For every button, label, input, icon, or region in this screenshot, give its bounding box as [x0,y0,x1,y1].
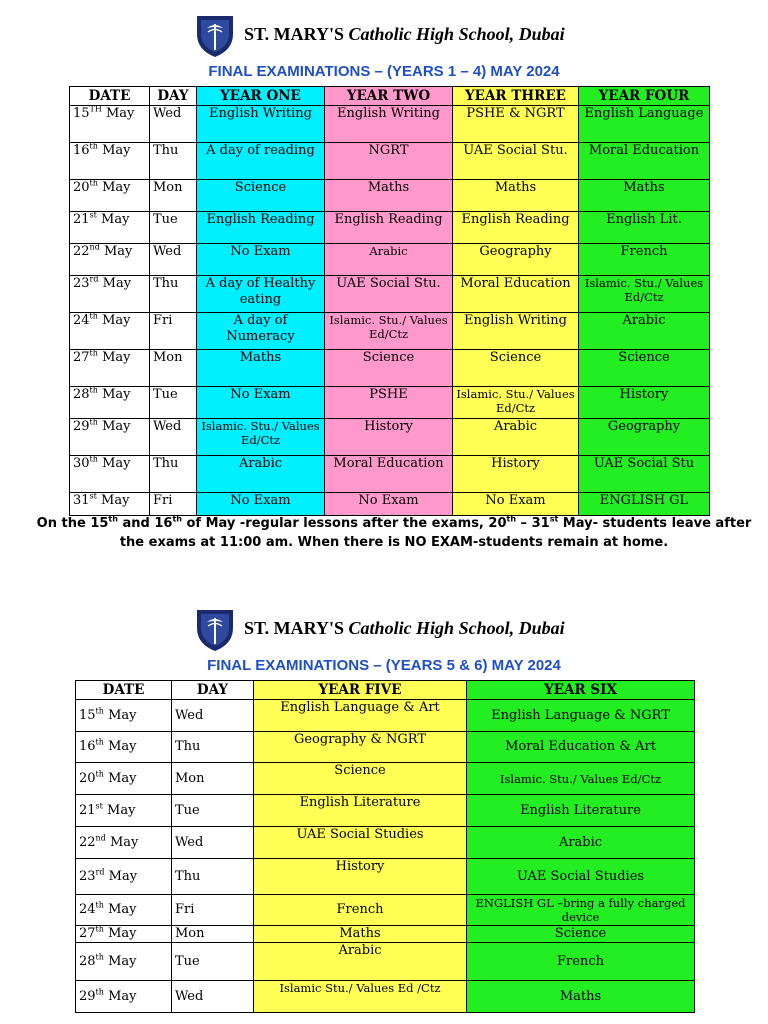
exam-timetable-years-5-6 [75,680,695,1013]
date-month: May [108,902,137,917]
day-cell: Thu [150,276,197,313]
note-text: On the 15 [36,516,109,531]
table-row [70,212,710,244]
date-suffix: th [89,349,98,358]
year-five-cell: History [254,859,467,895]
year-two-cell: UAE Social Stu. [325,276,453,313]
note-text: – 31 [516,516,550,531]
date-month: May [109,834,139,850]
year-six-cell: English Language & NGRT [467,700,695,732]
year-four-cell: ENGLISH GL [579,493,710,516]
header-day: DAY [150,87,197,106]
year-one-cell: Islamic. Stu./ Values Ed/Ctz [197,419,325,456]
date-cell [76,732,172,763]
year-one-cell: Arabic [197,456,325,493]
header-year-five: YEAR FIVE [254,681,467,700]
date-day: 23 [73,276,90,291]
school-name-bold: ST. MARY'S [244,618,345,638]
date-suffix: st [95,801,103,811]
day-cell: Thu [150,143,197,180]
date-day: 31 [73,493,90,508]
table-row [76,943,695,981]
date-suffix: th [95,900,104,910]
note-text: and 16 [117,516,173,531]
date-cell [76,895,172,926]
table-row [76,859,695,895]
year-two-cell: Maths [325,180,453,212]
day-cell: Wed [150,419,197,456]
date-month: May [102,313,131,328]
day-cell: Thu [150,456,197,493]
date-suffix: th [95,952,104,962]
header-day: DAY [172,681,254,700]
year-one-cell: A day of reading [197,143,325,180]
year-three-cell: Islamic. Stu./ Values Ed/Ctz [453,387,579,419]
date-cell [76,827,172,859]
year-five-cell: Science [254,763,467,795]
year-four-cell: Geography [579,419,710,456]
day-cell: Fri [150,493,197,516]
date-suffix: th [89,179,98,188]
day-cell: Tue [150,387,197,419]
date-cell [70,387,150,419]
school-name [244,618,565,639]
year-four-cell: History [579,387,710,419]
year-one-cell: English Writing [197,106,325,143]
date-month: May [102,143,131,158]
school-crest-icon [195,608,235,652]
year-one-cell: No Exam [197,244,325,276]
year-one-cell: A day of Healthy eating [197,276,325,313]
date-suffix: th [95,925,104,934]
year-one-cell: No Exam [197,387,325,419]
table-row [70,419,710,456]
year-three-cell: English Writing [453,313,579,350]
year-two-cell: Islamic. Stu./ Values Ed/Ctz [325,313,453,350]
exam-title-years-5-6: FINAL EXAMINATIONS – (YEARS 5 & 6) MAY 2024 [207,657,561,674]
date-cell [76,981,172,1013]
year-three-cell: No Exam [453,493,579,516]
day-cell: Mon [150,180,197,212]
date-day: 15 [79,707,96,723]
date-day: 21 [79,802,96,818]
day-cell: Wed [172,981,254,1013]
year-five-cell: French [254,895,467,926]
date-cell [70,313,150,350]
year-four-cell: Arabic [579,313,710,350]
date-cell [70,212,150,244]
exam-note [30,514,758,552]
date-day: 28 [79,953,96,969]
year-six-cell: English Literature [467,795,695,827]
date-day: 23 [79,868,96,884]
date-month: May [108,988,137,1004]
table-row [76,926,695,943]
date-month: May [108,707,137,723]
date-suffix: st [89,211,97,220]
table-row [76,763,695,795]
date-month: May [102,419,131,434]
date-suffix: th [89,418,98,427]
day-cell: Mon [150,350,197,387]
date-month: May [101,212,130,227]
table-row [70,493,710,516]
year-three-cell: PSHE & NGRT [453,106,579,143]
year-three-cell: Geography [453,244,579,276]
exam-title-years-1-4: FINAL EXAMINATIONS – (YEARS 1 – 4) MAY 2024 [208,63,560,80]
year-four-cell: Maths [579,180,710,212]
date-cell [70,276,150,313]
date-day: 24 [73,313,90,328]
year-two-cell: English Reading [325,212,453,244]
date-month: May [108,868,138,884]
date-cell [76,859,172,895]
year-three-cell: UAE Social Stu. [453,143,579,180]
year-six-cell: ENGLISH GL –bring a fully charged device [467,895,695,926]
date-cell [70,143,150,180]
date-month: May [102,276,132,291]
year-three-cell: History [453,456,579,493]
date-month: May [101,493,130,508]
year-three-cell: Arabic [453,419,579,456]
note-sup: th [506,514,517,524]
header-date: DATE [70,87,150,106]
school-name-italic: Catholic High School, Dubai [348,24,565,44]
date-day: 20 [73,180,90,195]
year-two-cell: PSHE [325,387,453,419]
date-month: May [108,770,137,786]
date-month: May [102,350,131,365]
date-cell [76,763,172,795]
table-row [70,387,710,419]
date-cell [76,795,172,827]
school-name [244,24,565,45]
table-row [70,143,710,180]
date-cell [70,456,150,493]
date-cell [70,244,150,276]
year-two-cell: Science [325,350,453,387]
table-row [70,180,710,212]
date-month: May [102,456,131,471]
year-four-cell: Moral Education [579,143,710,180]
date-cell [70,419,150,456]
date-day: 29 [73,419,90,434]
day-cell: Wed [150,244,197,276]
day-cell: Fri [172,895,254,926]
school-name-bold: ST. MARY'S [244,24,345,44]
school-header-1 [0,14,768,60]
date-day: 20 [79,770,96,786]
year-two-cell: NGRT [325,143,453,180]
table-row [70,106,710,143]
date-suffix: rd [95,867,105,877]
date-day: 29 [79,988,96,1004]
year-six-cell: Arabic [467,827,695,859]
date-cell [70,493,150,516]
year-two-cell: History [325,419,453,456]
note-sup: st [549,514,559,524]
year-two-cell: Arabic [325,244,453,276]
header-year-six: YEAR SIX [467,681,695,700]
table-header-row [70,87,710,106]
year-two-cell: No Exam [325,493,453,516]
date-month: May [106,106,135,121]
date-cell [70,350,150,387]
year-three-cell: Maths [453,180,579,212]
year-six-cell: Islamic. Stu./ Values Ed/Ctz [467,763,695,795]
date-cell [76,943,172,981]
date-day: 15 [73,106,90,121]
date-suffix: th [89,455,98,464]
header-date: DATE [76,681,172,700]
year-five-cell: Geography & NGRT [254,732,467,763]
date-month: May [102,180,131,195]
table-row [70,244,710,276]
table-row [76,827,695,859]
note-sup: th [108,514,118,524]
table-row [70,313,710,350]
year-six-cell: Maths [467,981,695,1013]
year-four-cell: English Language [579,106,710,143]
table-row [76,732,695,763]
table-row [76,795,695,827]
date-day: 24 [79,902,96,917]
year-four-cell: Science [579,350,710,387]
year-one-cell: Maths [197,350,325,387]
date-suffix: th [89,142,98,151]
note-text: of May -regular lessons after the exams, 20 [181,516,507,531]
date-day: 27 [79,926,96,941]
school-name-italic: Catholic High School, Dubai [348,618,565,638]
date-day: 21 [73,212,90,227]
year-five-cell: English Literature [254,795,467,827]
year-five-cell: Arabic [254,943,467,981]
table-row [70,276,710,313]
date-month: May [108,739,137,754]
table-row [76,981,695,1013]
date-cell [76,700,172,732]
year-five-cell: UAE Social Studies [254,827,467,859]
day-cell: Tue [172,943,254,981]
year-one-cell: Science [197,180,325,212]
day-cell: Thu [172,732,254,763]
date-suffix: TH [89,105,102,114]
day-cell: Tue [150,212,197,244]
year-four-cell: English Lit. [579,212,710,244]
date-day: 27 [73,350,90,365]
table-row [76,895,695,926]
date-day: 16 [79,739,96,754]
day-cell: Tue [172,795,254,827]
date-suffix: rd [89,275,99,284]
date-suffix: th [89,386,98,395]
day-cell: Wed [150,106,197,143]
day-cell: Mon [172,926,254,943]
year-four-cell: UAE Social Stu [579,456,710,493]
year-four-cell: Islamic. Stu./ Values Ed/Ctz [579,276,710,313]
table-header-row [76,681,695,700]
date-day: 22 [73,244,90,259]
year-one-cell: No Exam [197,493,325,516]
year-five-cell: English Language & Art [254,700,467,732]
day-cell: Fri [150,313,197,350]
date-suffix: nd [95,833,106,843]
year-six-cell: Moral Education & Art [467,732,695,763]
date-day: 30 [73,456,90,471]
table-row [76,700,695,732]
year-one-cell: English Reading [197,212,325,244]
header-year-four: YEAR FOUR [579,87,710,106]
date-cell [70,180,150,212]
year-five-cell: Maths [254,926,467,943]
note-text: May- students leave after the exams at 11:00 am. When there is NO EXAM-students remain at home. [119,516,752,550]
table-row [70,350,710,387]
year-four-cell: French [579,244,710,276]
header-year-three: YEAR THREE [453,87,579,106]
year-three-cell: English Reading [453,212,579,244]
date-month: May [108,926,137,941]
school-header-2 [0,608,768,654]
date-suffix: th [95,737,104,747]
table-row [70,456,710,493]
day-cell: Wed [172,827,254,859]
exam-timetable-years-1-4 [69,86,710,516]
date-month: May [103,244,133,259]
date-suffix: th [95,987,104,997]
year-six-cell: Science [467,926,695,943]
year-three-cell: Moral Education [453,276,579,313]
year-six-cell: French [467,943,695,981]
date-suffix: st [89,492,97,501]
day-cell: Mon [172,763,254,795]
note-sup: th [172,514,182,524]
year-three-cell: Science [453,350,579,387]
year-two-cell: Moral Education [325,456,453,493]
date-day: 16 [73,143,90,158]
date-day: 22 [79,834,96,850]
date-day: 28 [73,387,90,402]
date-suffix: th [89,312,98,321]
date-cell [76,926,172,943]
year-six-cell: UAE Social Studies [467,859,695,895]
date-month: May [102,387,131,402]
year-two-cell: English Writing [325,106,453,143]
date-suffix: nd [89,243,100,252]
date-suffix: th [95,769,104,779]
date-cell [70,106,150,143]
year-one-cell: A day of Numeracy [197,313,325,350]
date-month: May [107,802,136,818]
day-cell: Wed [172,700,254,732]
header-year-two: YEAR TWO [325,87,453,106]
year-five-cell: Islamic Stu./ Values Ed /Ctz [254,981,467,1013]
day-cell: Thu [172,859,254,895]
school-crest-icon [195,14,235,58]
date-suffix: th [95,706,104,716]
date-month: May [108,953,137,969]
header-year-one: YEAR ONE [197,87,325,106]
